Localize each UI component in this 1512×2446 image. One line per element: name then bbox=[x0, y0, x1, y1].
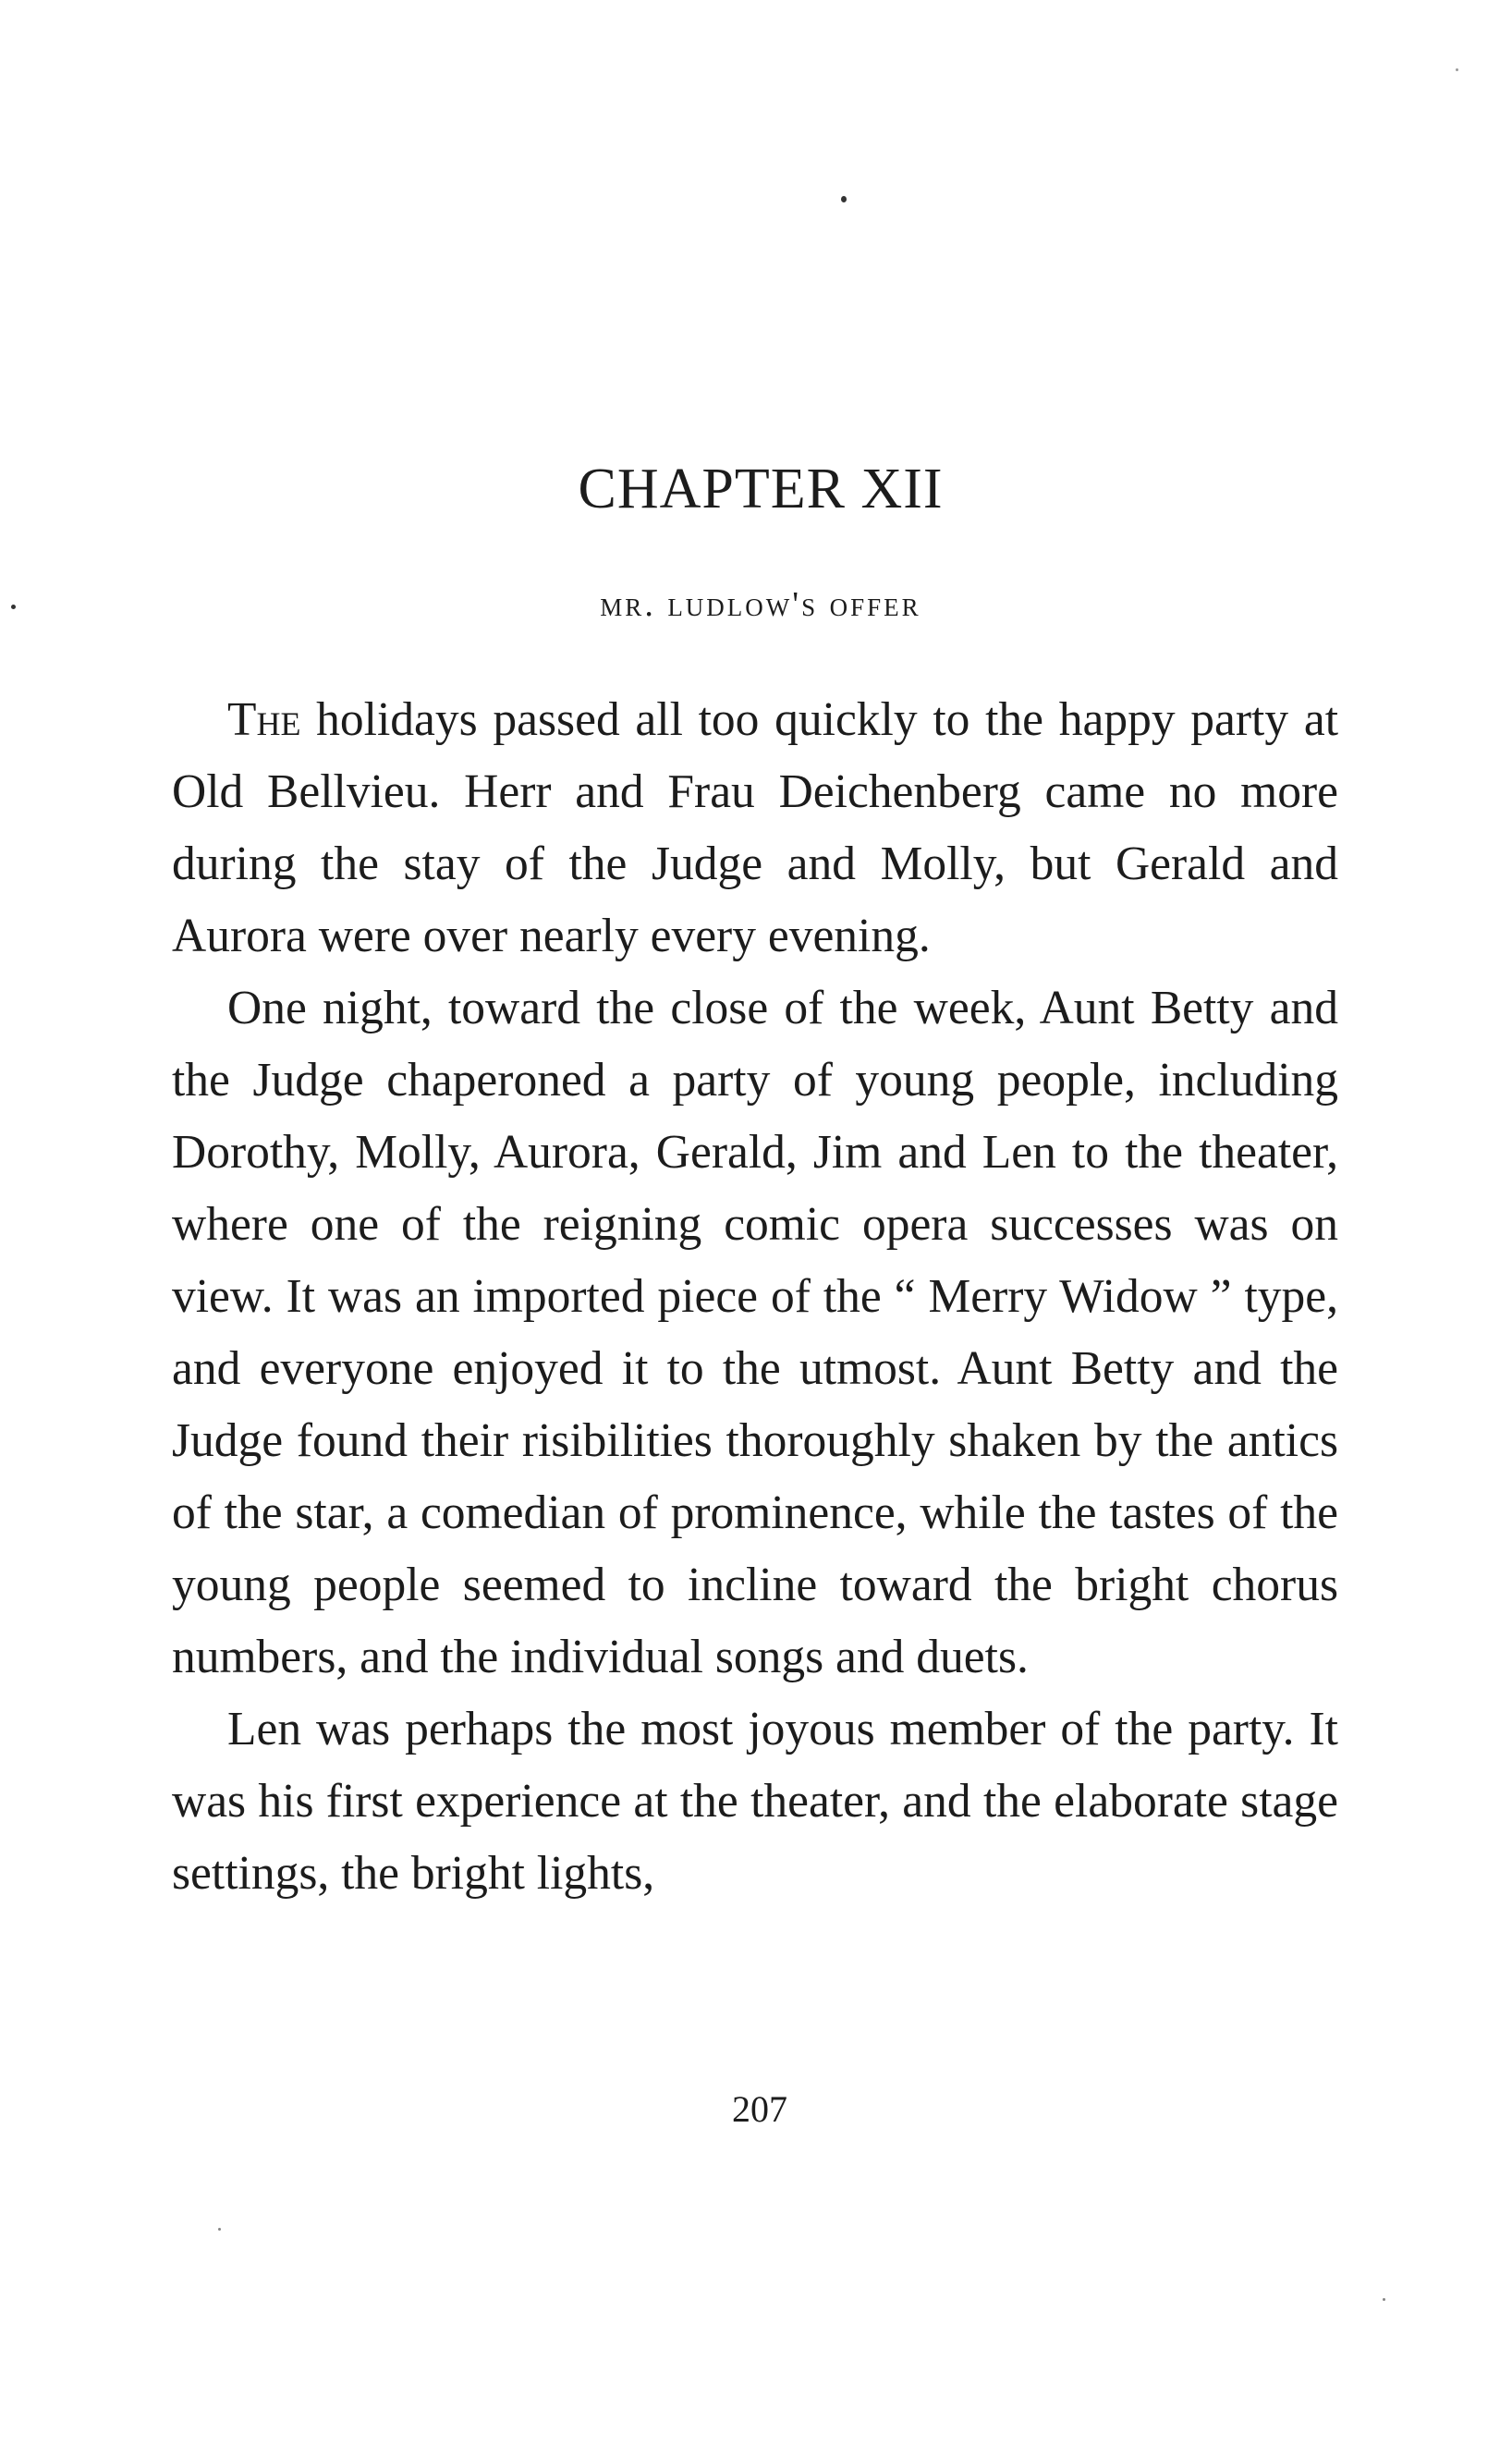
paragraph bbox=[172, 684, 1338, 972]
body-text bbox=[172, 684, 1338, 1910]
ink-speck bbox=[1456, 68, 1458, 71]
paragraph-text: One night, toward the close of the week, Aunt Betty and the Judge chaperoned a party of young people, including Dorothy, Molly, Aurora, Gerald, Jim and Len to the theater, where one of the reigning comic opera successes was on view. It was an imported piece of the “ Merry Widow ” type, and everyone enjoyed it to the utmost. Aunt Betty and the Judge found their risibilities thoroughly shaken by the antics of the star, a comedian of prominence, while the tastes of the young people seemed to incline toward the bright chorus numbers, and the individual songs and duets. bbox=[172, 982, 1338, 1683]
page-number: 207 bbox=[732, 2088, 787, 2130]
paragraph bbox=[172, 1694, 1338, 1910]
chapter-title: CHAPTER XII bbox=[578, 458, 944, 520]
chapter-subtitle: mr. ludlow's offer bbox=[600, 585, 921, 624]
paragraph-text: holidays passed all too quickly to the happy party at Old Bellvieu. Herr and Frau Deichenberg came no more during the stay of the Judge and Molly, but Gerald and Aurora were over nearly every evening. bbox=[172, 693, 1338, 962]
ink-speck bbox=[218, 2228, 221, 2231]
paragraph bbox=[172, 972, 1338, 1694]
paragraph-lead: The bbox=[227, 693, 301, 746]
ink-speck bbox=[841, 196, 847, 202]
paragraph-text: Len was perhaps the most joyous member of the party. It was his first experience at the theater, and the elaborate stage settings, the bright lights, bbox=[172, 1703, 1338, 1900]
ink-speck bbox=[1383, 2298, 1385, 2301]
